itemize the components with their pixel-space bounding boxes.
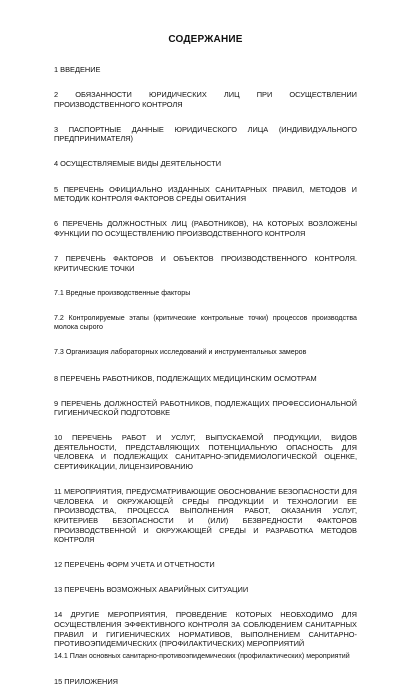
toc-entry-1: 1 ВВЕДЕНИЕ (54, 65, 101, 74)
toc-entry-14: 14 ДРУГИЕ МЕРОПРИЯТИЯ, ПРОВЕДЕНИЕ КОТОРЫХ НЕОБХОДИМО ДЛЯ ОСУЩЕСТВЛЕНИЯ ЭФФЕКТИВНОГО КОНТРОЛЯ ЗА СОБЛЮДЕНИЕМ САНИТАРНЫХ ПРАВИЛ И ГИГИЕНИЧЕСКИХ НОРМАТИВОВ, ВЫПОЛНЕНИЕМ САНИТАРНО-ПРОТИВОЭПИДЕМИЧЕСКИХ (ПРОФИЛАКТИЧЕСКИХ) МЕРОПРИЯТИЙ (54, 610, 357, 649)
toc-entry-13: 13 ПЕРЕЧЕНЬ ВОЗМОЖНЫХ АВАРИЙНЫХ СИТУАЦИИ (54, 585, 249, 595)
toc-entry-10: 10 ПЕРЕЧЕНЬ РАБОТ И УСЛУГ, ВЫПУСКАЕМОЙ ПРОДУКЦИИ, ВИДОВ ДЕЯТЕЛЬНОСТИ, ПРЕДСТАВЛЯЮЩИХ ПОТЕНЦИАЛЬНУЮ ОПАСНОСТЬ ДЛЯ ЧЕЛОВЕКА И ПОДЛЕЖАЩИХ САНИТАРНО-ЭПИДЕМИОЛОГИЧЕСКОЙ ОЦЕНКЕ, СЕРТИФИКАЦИИ, ЛИЦЕНЗИРОВАНИЮ (54, 433, 357, 472)
toc-entry-6: 6 ПЕРЕЧЕНЬ ДОЛЖНОСТНЫХ ЛИЦ (РАБОТНИКОВ), НА КОТОРЫХ ВОЗЛОЖЕНЫ ФУНКЦИИ ПО ОСУЩЕСТВЛЕНИЮ ПРОИЗВОДСТВЕННОГО КОНТРОЛЯ (54, 219, 357, 238)
toc-entry-9: 9 ПЕРЕЧЕНЬ ДОЛЖНОСТЕЙ РАБОТНИКОВ, ПОДЛЕЖАЩИХ ПРОФЕССИОНАЛЬНОЙ ГИГИЕНИЧЕСКОЙ ПОДГОТОВКЕ (54, 398, 357, 418)
table-of-contents (54, 65, 357, 686)
toc-entry-3: 3 ПАСПОРТНЫЕ ДАННЫЕ ЮРИДИЧЕСКОГО ЛИЦА (ИНДИВИДУАЛЬНОГО ПРЕДПРИНИМАТЕЛЯ) (54, 124, 357, 144)
toc-entry-11: 11 МЕРОПРИЯТИЯ, ПРЕДУСМАТРИВАЮЩИЕ ОБОСНОВАНИЕ БЕЗОПАСНОСТИ ДЛЯ ЧЕЛОВЕКА И ОКРУЖАЮЩЕЙ СРЕДЫ ПРОДУКЦИИ И ТЕХНОЛОГИИ ЕЕ ПРОИЗВОДСТВА, ПРОЦЕССА ВЫПОЛНЕНИЯ РАБОТ, ОКАЗАНИЯ УСЛУГ, КРИТЕРИЕВ БЕЗОПАСНОСТИ И (ИЛИ) БЕЗВРЕДНОСТИ ФАКТОРОВ ПРОИЗВОДСТВЕННОЙ И ОКРУЖАЮЩЕЙ СРЕДЫ И РАЗРАБОТКА МЕТОДОВ КОНТРОЛЯ (54, 487, 357, 545)
toc-entry-12: 12 ПЕРЕЧЕНЬ ФОРМ УЧЕТА И ОТЧЕТНОСТИ (54, 560, 215, 570)
toc-entry-7-1: 7.1 Вредные производственные факторы (54, 288, 191, 297)
page-title: СОДЕРЖАНИЕ (168, 34, 243, 45)
toc-entry-4: 4 ОСУЩЕСТВЛЯЕМЫЕ ВИДЫ ДЕЯТЕЛЬНОСТИ (54, 159, 222, 169)
toc-entry-2: 2 ОБЯЗАННОСТИ ЮРИДИЧЕСКИХ ЛИЦ ПРИ ОСУЩЕСТВЛЕНИИ ПРОИЗВОДСТВЕННОГО КОНТРОЛЯ (54, 90, 357, 109)
toc-entry-14-1: 14.1 План основных санитарно-противоэпидемических (профилактических) мероприятий (54, 651, 350, 660)
toc-entry-8: 8 ПЕРЕЧЕНЬ РАБОТНИКОВ, ПОДЛЕЖАЩИХ МЕДИЦИНСКИМ ОСМОТРАМ (54, 373, 317, 383)
toc-entry-5: 5 ПЕРЕЧЕНЬ ОФИЦИАЛЬНО ИЗДАННЫХ САНИТАРНЫХ ПРАВИЛ, МЕТОДОВ И МЕТОДИК КОНТРОЛЯ ФАКТОРОВ СРЕДЫ ОБИТАНИЯ (54, 184, 357, 204)
toc-entry-7-2: 7.2 Контролируемые этапы (критические контрольные точки) процессов производства молока сырого (54, 313, 357, 332)
toc-entry-7: 7 ПЕРЕЧЕНЬ ФАКТОРОВ И ОБЪЕКТОВ ПРОИЗВОДСТВЕННОГО КОНТРОЛЯ. КРИТИЧЕСКИЕ ТОЧКИ (54, 253, 357, 273)
toc-entry-15: 15 ПРИЛОЖЕНИЯ (54, 676, 119, 686)
toc-entry-7-3: 7.3 Организация лабораторных исследований и инструментальных замеров (54, 348, 307, 357)
